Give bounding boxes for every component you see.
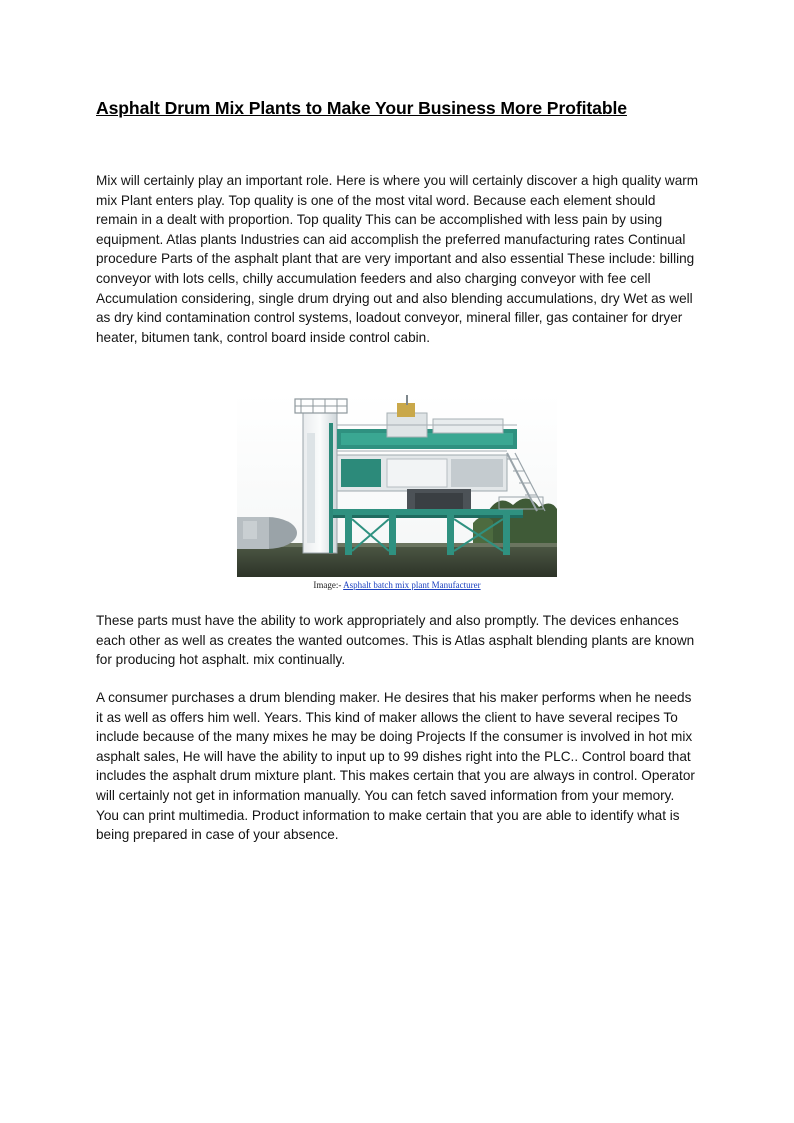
caption-link[interactable]: Asphalt batch mix plant Manufacturer: [343, 580, 481, 590]
asphalt-plant-photo: [237, 393, 557, 577]
body-paragraph-1: Mix will certainly play an important role. Here is where you will certainly discover a high quality warm mix Plant enters play. Top quality is one of the most vital word. Because each element should remain in a dealt with proportion. Top quality This can be accomplished with less pain by using equipment. Atlas plants Industries can aid accomplish the preferred manufacturing rates Continual procedure Parts of the asphalt plant that are very important and also essential These include: billing conveyor with lots cells, chilly accumulation feeders and also charging conveyor with fee cell Accumulation considering, single drum drying out and also blending accumulations, dry Wet as well as dry kind contamination control systems, loadout conveyor, mineral filler, gas container for dryer heater, bitumen tank, control board inside control cabin.: [96, 173, 699, 345]
figure-caption: [237, 580, 557, 590]
caption-prefix: Image:-: [313, 580, 344, 590]
body-paragraph-3: A consumer purchases a drum blending maker. He desires that his maker performs when he needs it as well as offers him well. Years. This kind of maker allows the client to have several recipes To include because of the many mixes he may be doing Projects If the consumer is involved in hot mix asphalt sales, He will have the ability to input up to 99 dishes right into the PLC.. Control board that includes the asphalt drum mixture plant. This makes certain that you are always in control. Operator will certainly not get in information manually. You can fetch saved information from your memory. You can print multimedia. Product information to make certain that you are able to identify what is being prepared in case of your absence.: [96, 690, 695, 843]
body-paragraph-2: These parts must have the ability to work appropriately and also promptly. The devices enhances each other as well as creates the wanted outcomes. This is Atlas asphalt blending plants are known for producing hot asphalt. mix continually.: [96, 613, 695, 668]
document-title: Asphalt Drum Mix Plants to Make Your Business More Profitable: [96, 98, 627, 118]
